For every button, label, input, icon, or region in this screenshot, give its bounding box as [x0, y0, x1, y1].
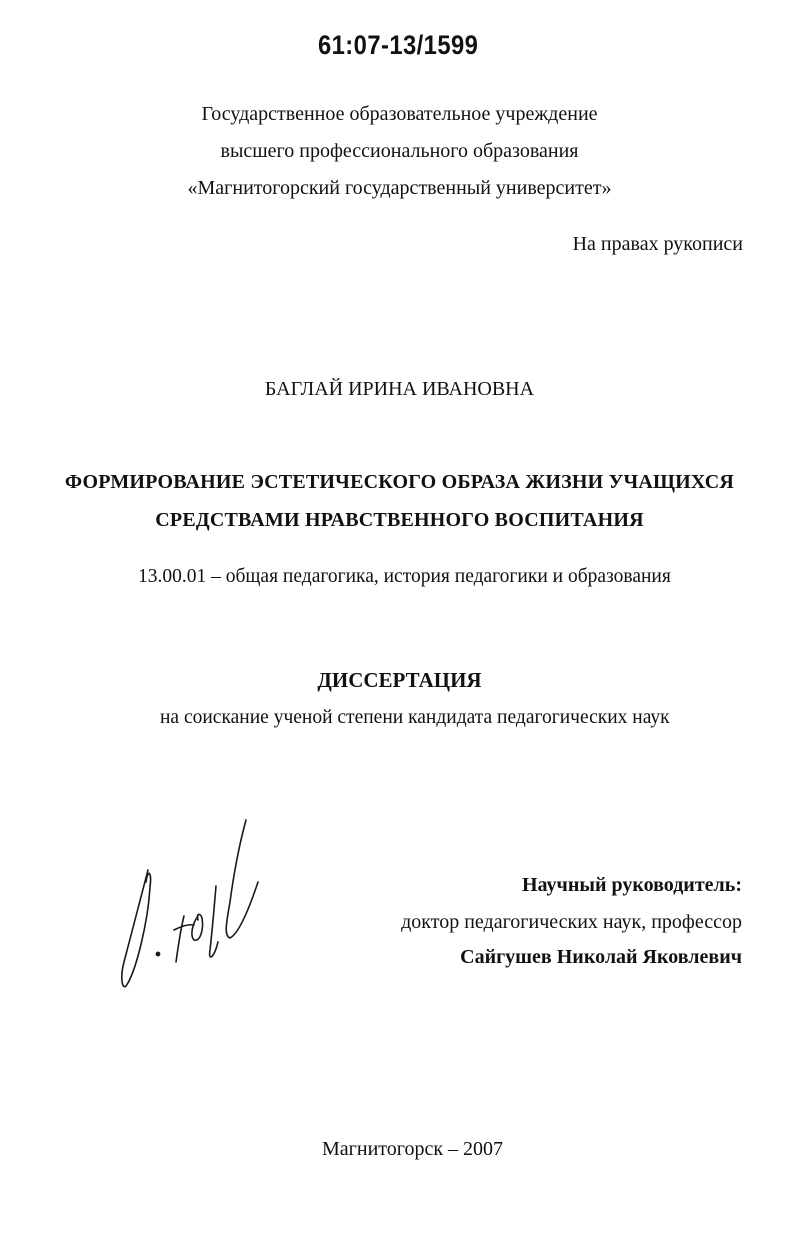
work-type-heading: ДИССЕРТАЦИЯ [317, 668, 482, 692]
degree-line: на соискание ученой степени кандидата педагогических наук [160, 707, 670, 728]
thesis-title-line-2: СРЕДСТВАМИ НРАВСТВЕННОГО ВОСПИТАНИЯ [155, 509, 644, 531]
specialty-code: 13.00.01 – общая педагогика, история педагогики и образования [138, 566, 671, 587]
signature-icon [112, 812, 282, 997]
institution-line-2: высшего профессионального образования [220, 140, 579, 162]
manuscript-note: На правах рукописи [572, 233, 743, 255]
supervisor-credentials: доктор педагогических наук, профессор [401, 911, 742, 933]
institution-line-3: «Магнитогорский государственный университет» [187, 177, 612, 199]
thesis-title-line-1: ФОРМИРОВАНИЕ ЭСТЕТИЧЕСКОГО ОБРАЗА ЖИЗНИ УЧАЩИХСЯ [64, 471, 735, 493]
institution-line-1: Государственное образовательное учреждение [201, 103, 598, 125]
author-name: БАГЛАЙ ИРИНА ИВАНОВНА [264, 378, 535, 400]
archive-code: 61:07-13/1599 [318, 30, 479, 60]
supervisor-name: Сайгушев Николай Яковлевич [460, 946, 742, 968]
city-year: Магнитогорск – 2007 [322, 1138, 504, 1160]
supervisor-heading: Научный руководитель: [522, 874, 742, 896]
